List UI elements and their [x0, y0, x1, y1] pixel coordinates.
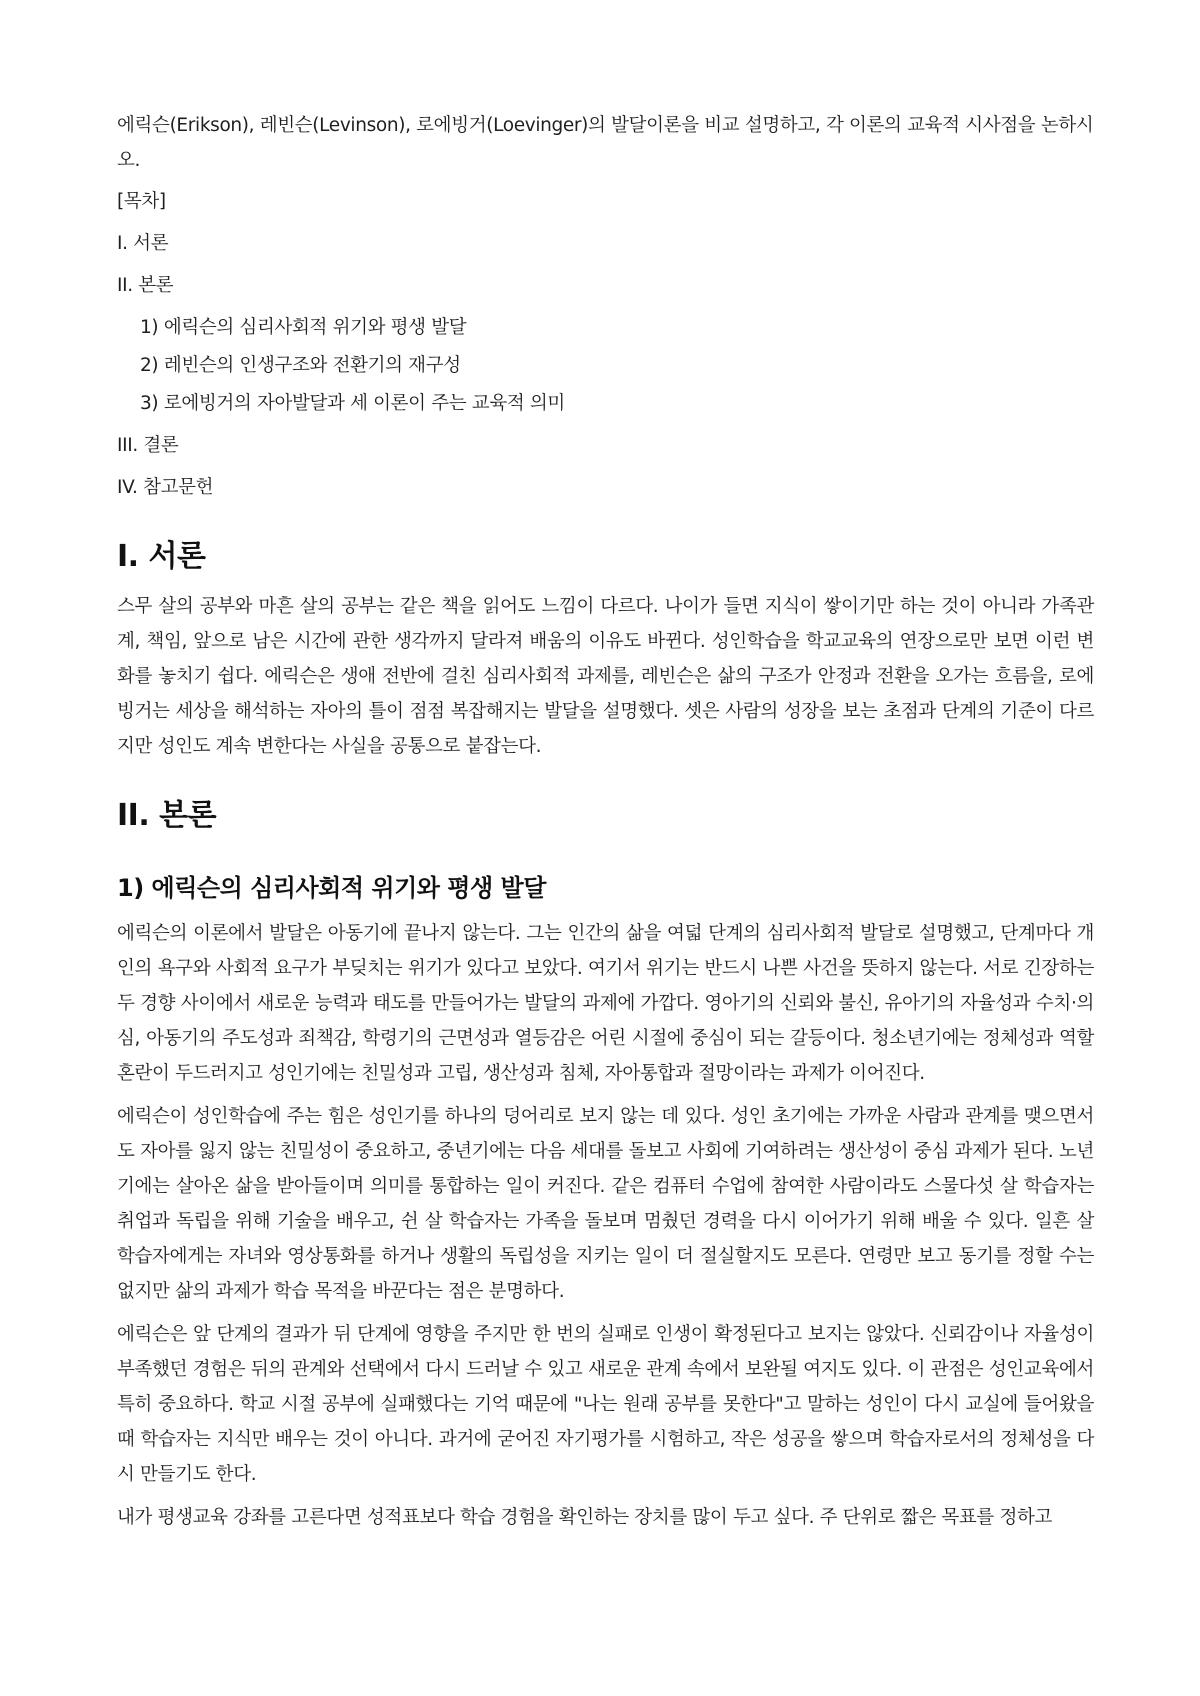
table-of-contents [117, 184, 1094, 505]
subsection-title-erikson: 1) 에릭슨의 심리사회적 위기와 평생 발달 [117, 874, 546, 902]
paragraph-erikson-1: 에릭슨의 이론에서 발달은 아동기에 끝나지 않는다. 그는 인간의 삶을 여덟 단계의 심리사회적 발달로 설명했고, 단계마다 개인의 욕구와 사회적 요구가 부딪치는 위기가 있다고 보았다. 여기서 위기는 반드시 나쁜 사건을 뜻하지 않는다. 서로 긴장하는 두 경향 사이에서 새로운 능력과 태도를 만들어가는 발달의 과제에 가깝다. 영아기의 신뢰와 불신, 유아기의 자율성과 수치·의심, 아동기의 주도성과 죄책감, 학령기의 근면성과 열등감은 어린 시절에 중심이 되는 갈등이다. 청소년기에는 정체성과 역할혼란이 두드러지고 성인기에는 친밀성과 고립, 생산성과 침체, 자아통합과 절망이라는 과제가 이어진다. [117, 923, 1094, 1084]
paragraph-erikson-2: 에릭슨이 성인학습에 주는 힘은 성인기를 하나의 덩어리로 보지 않는 데 있다. 성인 초기에는 가까운 사람과 관계를 맺으면서도 자아를 잃지 않는 친밀성이 중요하고, 중년기에는 다음 세대를 돌보고 사회에 기여하려는 생산성이 중심 과제가 된다. 노년기에는 살아온 삶을 받아들이며 의미를 통합하는 일이 커진다. 같은 컴퓨터 수업에 참여한 사람이라도 스물다섯 살 학습자는 취업과 독립을 위해 기술을 배우고, 쉰 살 학습자는 가족을 돌보며 멈췄던 경력을 다시 이어가기 위해 배울 수 있다. 일흔 살 학습자에게는 자녀와 영상통화를 하거나 생활의 독립성을 지키는 일이 더 절실할지도 모른다. 연령만 보고 동기를 정할 수는 없지만 삶의 과제가 학습 목적을 바꾼다는 점은 분명하다. [117, 1106, 1094, 1302]
toc-item-body: II. 본론 [117, 275, 174, 296]
paragraph-introduction: 스무 살의 공부와 마흔 살의 공부는 같은 책을 읽어도 느낌이 다르다. 나이가 들면 지식이 쌓이기만 하는 것이 아니라 가족관계, 책임, 앞으로 남은 시간에 관한 생각까지 달라져 배움의 이유도 바뀐다. 성인학습을 학교교육의 연장으로만 보면 이런 변화를 놓치기 쉽다. 에릭슨은 생애 전반에 걸친 심리사회적 과제를, 레빈슨은 삶의 구조가 안정과 전환을 오가는 흐름을, 로에빙거는 세상을 해석하는 자아의 틀이 점점 복잡해지는 발달을 설명했다. 셋은 사람의 성장을 보는 초점과 단계의 기준이 다르지만 성인도 계속 변한다는 사실을 공통으로 붙잡는다. [117, 596, 1094, 757]
toc-item-introduction: I. 서론 [117, 233, 169, 254]
toc-subitem-erikson: 1) 에릭슨의 심리사회적 위기와 평생 발달 [140, 317, 467, 338]
paragraph-erikson-4: 내가 평생교육 강좌를 고른다면 성적표보다 학습 경험을 확인하는 장치를 많이 두고 싶다. 주 단위로 짧은 목표를 정하고 [117, 1507, 1053, 1528]
section-title-introduction: I. 서론 [117, 539, 206, 574]
paragraph-erikson-3: 에릭슨은 앞 단계의 결과가 뒤 단계에 영향을 주지만 한 번의 실패로 인생이 확정된다고 보지는 않았다. 신뢰감이나 자율성이 부족했던 경험은 뒤의 관계와 선택에서 다시 드러날 수 있고 새로운 관계 속에서 보완될 여지도 있다. 이 관점은 성인교육에서 특히 중요하다. 학교 시절 공부에 실패했다는 기억 때문에 "나는 원래 공부를 못한다"고 말하는 성인이 다시 교실에 들어왔을 때 학습자는 지식만 배우는 것이 아니다. 과거에 굳어진 자기평가를 시험하고, 작은 성공을 쌓으며 학습자로서의 정체성을 다시 만들기도 한다. [117, 1324, 1094, 1485]
toc-subitem-levinson: 2) 레빈슨의 인생구조와 전환기의 재구성 [140, 355, 461, 376]
toc-item-conclusion: III. 결론 [117, 435, 179, 456]
toc-heading: [목차] [117, 191, 166, 212]
assignment-question: 에릭슨(Erikson), 레빈슨(Levinson), 로에빙거(Loevinger)의 발달이론을 비교 설명하고, 각 이론의 교육적 시사점을 논하시오. [117, 115, 1094, 171]
toc-subitem-loevinger: 3) 로에빙거의 자아발달과 세 이론이 주는 교육적 의미 [140, 393, 565, 414]
section-title-body: II. 본론 [117, 798, 217, 833]
toc-item-references: IV. 참고문헌 [117, 477, 214, 498]
